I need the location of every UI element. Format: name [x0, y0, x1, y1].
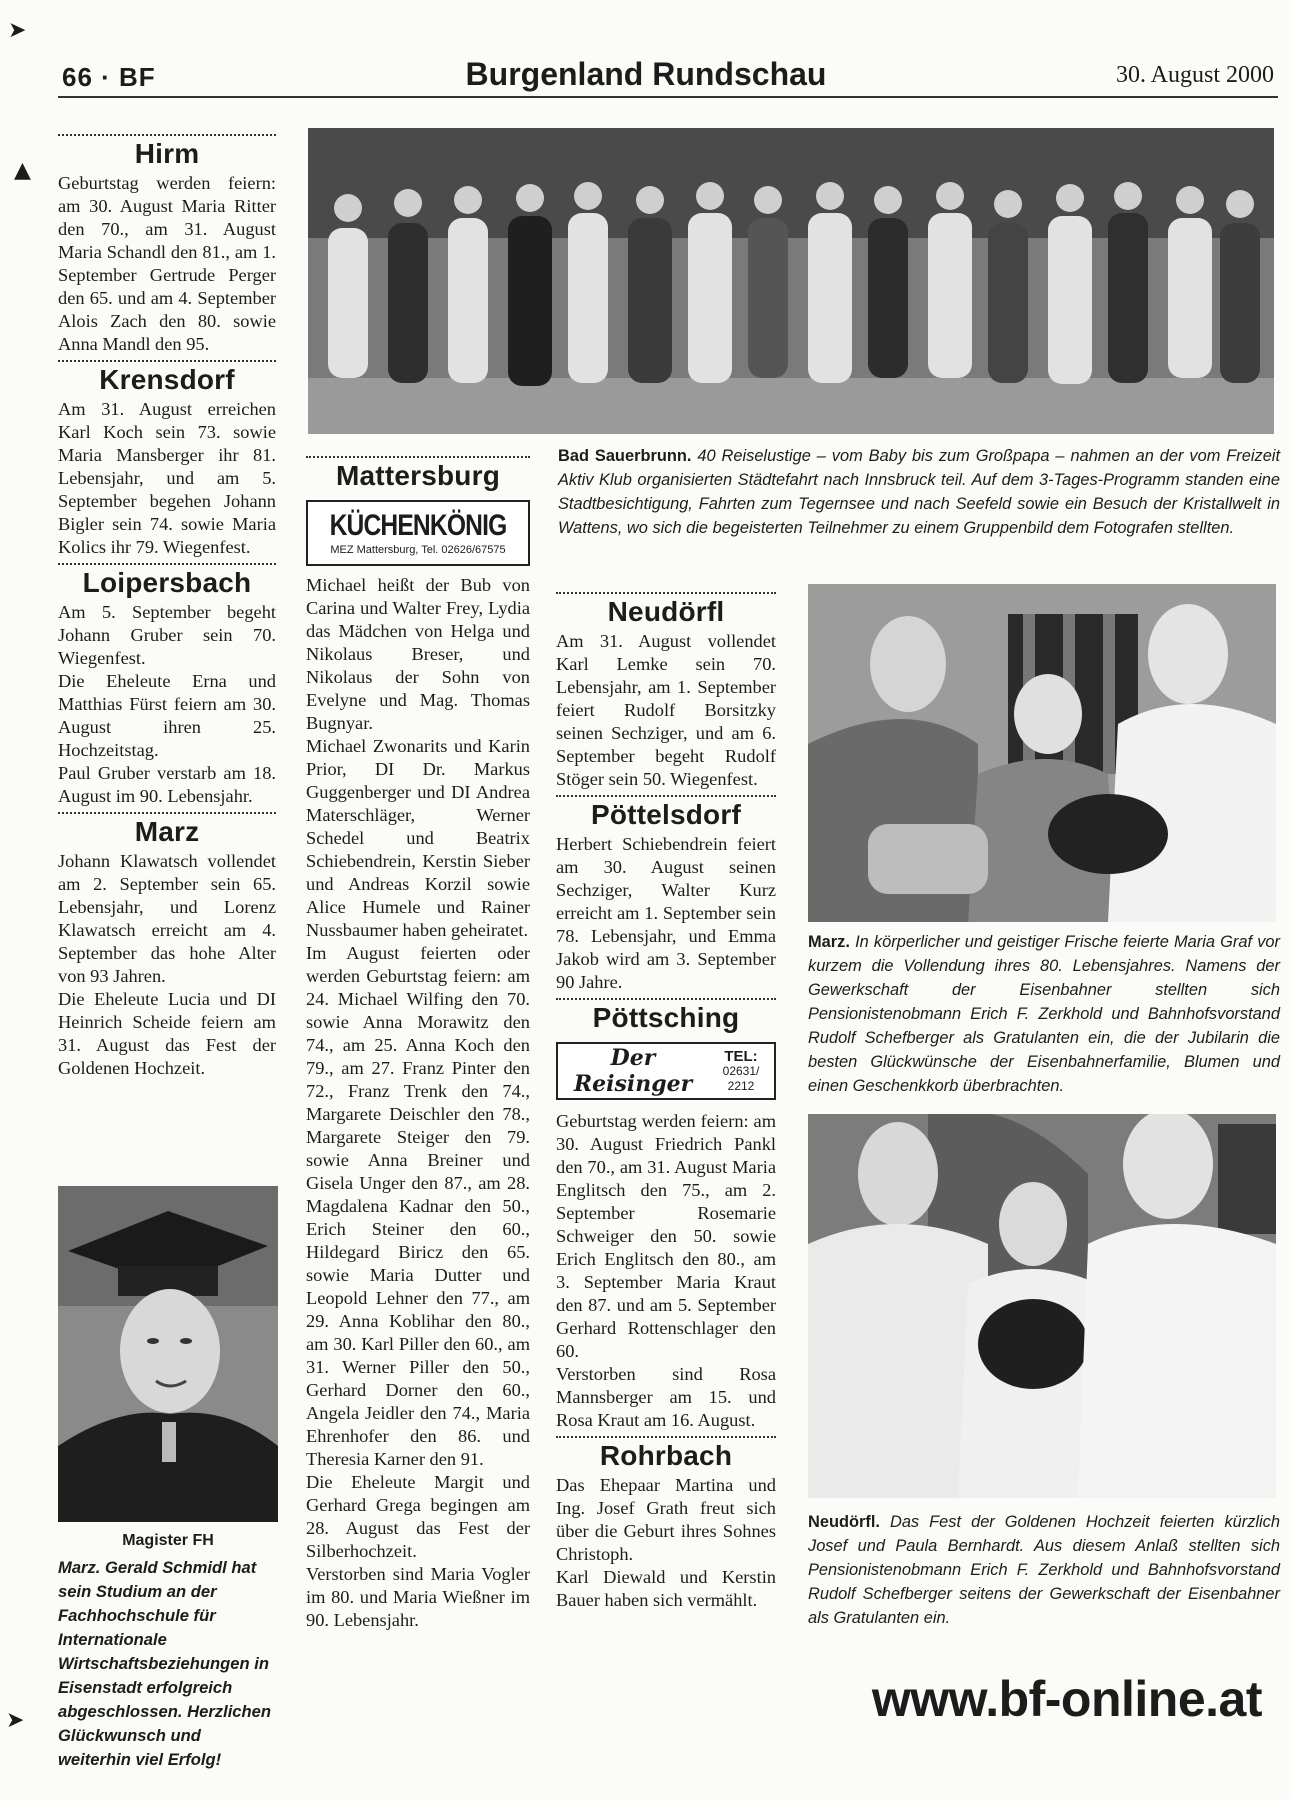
section-heading-hirm: Hirm: [134, 138, 200, 169]
section-heading-rohrbach: Rohrbach: [599, 1440, 733, 1471]
ad-name: Der Reisinger: [573, 1045, 693, 1097]
neudoerfl-photo-caption: [808, 1510, 1280, 1630]
section-text-krensdorf: Am 31. August erreichen Karl Koch sein 73. sowie Maria Mansberger ihr 81. Lebensjahr, und am 5. September begehen Johann Bigler sein 74. sowie Maria Kolics ihr 79. Wiegenfest.: [58, 399, 276, 557]
section-divider: [306, 456, 530, 458]
margin-mark: ▲: [14, 158, 31, 183]
section-divider: [556, 998, 776, 1000]
column-3: [556, 588, 776, 1612]
header-rule: [58, 96, 1278, 98]
section-heading-krensdorf: Krensdorf: [99, 364, 235, 395]
section-text-poettelsdorf: Herbert Schiebendrein feiert am 30. August seinen Sechziger, Walter Kurz erreicht am 1. September sein 78. Lebensjahr, und Emma Jakob wird am 3. September 90 Jahre.: [556, 834, 776, 992]
section-heading-mattersburg: Mattersburg: [336, 460, 500, 491]
website-url[interactable]: www.bf-online.at: [871, 1671, 1262, 1727]
photo-graduate: [58, 1186, 278, 1522]
section-divider: [58, 563, 276, 565]
section-heading-marz: Marz: [134, 816, 200, 847]
section-heading-poettsching: Pöttsching: [592, 1002, 740, 1033]
section-text-mattersburg: Michael heißt der Bub von Carina und Walter Frey, Lydia das Mädchen von Helga und Nikolaus Breser, und Nikolaus der Sohn von Evelyne und Mag. Thomas Bugnyar. Michael Zwonarits und Karin Prior, DI Dr. Markus Guggenberger und DI Andrea Materschläger, Werner Schedel und Beatrix Schiebendrein, Kerstin Sieber und Andreas Korzil sowie Alice Humele und Rainer Nussbaumer haben geheiratet. Im August feierten oder werden Geburtstag feiern: am 24. Michael Wilfing den 70. sowie Anna Morawitz den 74., am 25. Anna Koch den 79., am 27. Franz Pinter den 72., Franz Trenk den 74., Margarete Deischler den 78., Margarete Steiger den 79. sowie Anna Breiner und Gisela Unger den 87., am 28. Magdalena Kadnar den 50., Erich Steiner den 60., Hildegard Biricz den 65. sowie Maria Dutter und Leopold Lehner den 77., am 29. Anna Koblihar den 80., am 30. Karl Piller den 60., am 31. Werner Piller den 50., Gerhard Dorner den 60., Angela Jeidler den 74., Maria Ehrenhofer den 86. und Theresia Karner den 91. Die Eheleute Margit und Gerhard Grega begingen am 28. August das Fest der Silberhochzeit. Verstorben sind Maria Vogler im 80. und Maria Wießner im 90. Lebensjahr.: [306, 575, 530, 1630]
margin-mark: ➤: [8, 18, 27, 43]
section-heading-poettelsdorf: Pöttelsdorf: [591, 799, 741, 830]
ad-reisinger: [556, 1042, 776, 1100]
top-photo-caption: [558, 444, 1280, 540]
photo-caption-title: Magister FH: [122, 1532, 214, 1549]
ad-phone: [708, 1049, 774, 1094]
page-section-label: 66 · BF: [62, 62, 156, 92]
section-text-hirm: Geburtstag werden feiern: am 30. August Maria Ritter den 70., am 31. August Maria Schandl den 81., am 1. September Gertrude Perger den 65. und am 4. September Alois Zach den 80. sowie Anna Mandl den 95.: [58, 173, 276, 354]
caption-text: Das Fest der Goldenen Hochzeit feierten kürzlich Josef und Paula Bernhardt. Aus diesem Anlaß stellten sich Pensionistenobmann Erich F. Zerkhold und Bahnhofsvorstand Rudolf Schefberger seitens der Gewerkschaft der Eisenbahner als Gratulanten ein.: [808, 1513, 1280, 1627]
caption-text: 40 Reiselustige – vom Baby bis zum Großpapa – nahmen an der vom Freizeit Aktiv Klub organisierten Städtefahrt nach Innsbruck teil. Auf dem 3-Tages-Programm standen eine Stadtbesichtigung, Fahrten zum Tegernsee und nach Seefeld sowie ein Besuch der Kristallwelt in Wattens, wo sich die begeisterten Teilnehmer zu einem Gruppenbild dem Fotografen stellten.: [558, 447, 1281, 537]
column-2: [306, 452, 530, 1632]
ad-name: KÜCHENKÖNIG: [329, 509, 507, 542]
newspaper-title: Burgenland Rundschau: [465, 56, 827, 92]
margin-mark: ➤: [6, 1708, 25, 1733]
section-divider: [556, 795, 776, 797]
section-divider: [556, 592, 776, 594]
section-text-loipersbach: Am 5. September begeht Johann Gruber sein 70. Wiegenfest. Die Eheleute Erna und Matthias Fürst feiern am 30. August ihren 25. Hochzeitstag. Paul Gruber verstarb am 18. August im 90. Lebensjahr.: [58, 602, 276, 806]
photo-marz-jubilarin: [808, 584, 1276, 922]
ad-phone-number: 02631/ 2212: [722, 1063, 760, 1093]
photo-caption-text: Marz. Gerald Schmidl hat sein Studium an der Fachhochschule für Internationale Wirtschaftsbeziehungen in Eisenstadt erfolgreich abgeschlossen. Herzlichen Glückwunsch und weiterhin viel Erfolg!: [58, 1558, 272, 1769]
caption-place: Neudörfl.: [808, 1513, 880, 1531]
photo-neudoerfl-goldene-hochzeit: [808, 1114, 1276, 1498]
caption-text: In körperlicher und geistiger Frische feierte Maria Graf vor kurzem die Vollendung ihres 80. Lebensjahres. Namens der Gewerkschaft der Eisenbahner stellten sich Pensionistenobmann Erich F. Zerkhold und Bahnhofsvorstand Rudolf Schefberger als Gratulanten ein, die der Jubilarin die besten Glückwünsche der Eisenbahnerfamilie, Blumen und einen Geschenkkorb überbrachten.: [808, 933, 1280, 1095]
section-text-rohrbach: Das Ehepaar Martina und Ing. Josef Grath freut sich über die Geburt ihres Sohnes Christoph. Karl Diewald und Kerstin Bauer haben sich vermählt.: [556, 1475, 776, 1610]
section-divider: [58, 360, 276, 362]
section-heading-loipersbach: Loipersbach: [82, 567, 252, 598]
column-1: [58, 130, 276, 1080]
photo-group-bad-sauerbrunn: [308, 128, 1274, 434]
section-divider: [58, 134, 276, 136]
ad-subtitle: MEZ Mattersburg, Tel. 02626/67575: [330, 544, 506, 556]
section-text-poettsching: Geburtstag werden feiern: am 30. August Friedrich Pankl den 70., am 31. August Maria Englitsch den 75., am 2. September Rosemarie Schweiger den 50. sowie Erich Englitsch den 80., am 3. September Maria Kraut den 87. und am 5. September Gerhard Rottenschlager den 60. Verstorben sind Rosa Mannsberger am 15. und Rosa Kraut am 16. August.: [556, 1111, 776, 1430]
section-divider: [556, 1436, 776, 1438]
section-text-neudoerfl: Am 31. August vollendet Karl Lemke sein 70. Lebensjahr, am 1. September feiert Rudolf Borsitzky seinen Sechziger, und am 6. September begeht Rudolf Stöger sein 50. Wiegenfest.: [556, 631, 776, 789]
ad-kuechenkoenig: [306, 500, 530, 566]
section-text-marz: Johann Klawatsch vollendet am 2. September sein 65. Lebensjahr, und Lorenz Klawatsch erreicht am 4. September das hohe Alter von 93 Jahren. Die Eheleute Lucia und DI Heinrich Scheide feiern am 31. August das Fest der Goldenen Hochzeit.: [58, 851, 276, 1078]
caption-place: Marz.: [808, 933, 850, 951]
caption-place: Bad Sauerbrunn.: [558, 447, 692, 465]
ad-phone-label: TEL:: [724, 1047, 758, 1065]
issue-date: 30. August 2000: [1115, 62, 1274, 88]
section-heading-neudoerfl: Neudörfl: [607, 596, 725, 627]
marz-photo-caption: [808, 930, 1280, 1098]
section-divider: [58, 812, 276, 814]
